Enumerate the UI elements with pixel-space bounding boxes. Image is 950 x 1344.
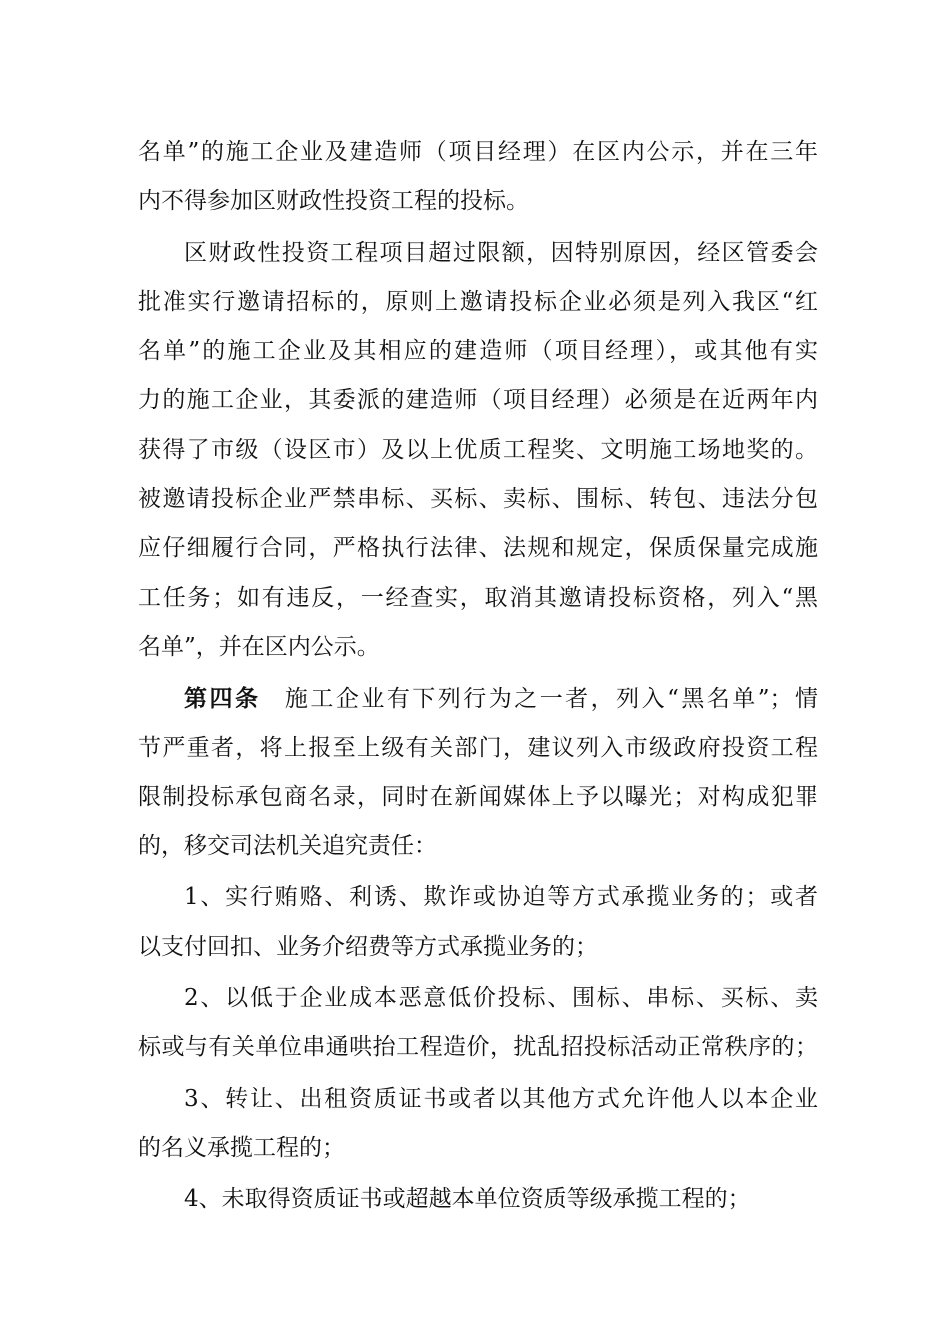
item-1-line-2: 以支付回扣、业务介绍费等方式承揽业务的；: [138, 933, 598, 960]
article-4-line-1: [138, 674, 818, 723]
paragraph-2-line-2: 批准实行邀请招标的，原则上邀请投标企业必须是列入我区“红: [138, 288, 818, 315]
paragraph-2-line-9: 名单”，并在区内公示。: [138, 633, 380, 660]
article-4-line-4: 的，移交司法机关追究责任：: [138, 833, 437, 860]
article-4-line-2: 节严重者，将上报至上级有关部门，建议列入市级政府投资工程: [138, 734, 818, 761]
item-1-line-1: 1、实行贿赂、利诱、欺诈或协迫等方式承揽业务的；或者: [184, 884, 818, 911]
article-4-line-3: 限制投标承包商名录，同时在新闻媒体上予以曝光；对构成犯罪: [138, 783, 818, 810]
item-3-line-2: 的名义承揽工程的；: [138, 1134, 345, 1161]
paragraph-2-line-8: 工任务；如有违反，一经查实，取消其邀请投标资格，列入“黑: [138, 584, 818, 611]
article-4-first-text: 施工企业有下列行为之一者，列入“黑名单”；情: [282, 686, 818, 713]
paragraph-1-line-2: 内不得参加区财政性投资工程的投标。: [138, 188, 529, 215]
paragraph-2-line-6: 被邀请投标企业严禁串标、买标、卖标、围标、转包、违法分包: [138, 486, 818, 513]
paragraph-2-line-1: 区财政性投资工程项目超过限额，因特别原因，经区管委会: [184, 239, 818, 266]
item-2-line-1: 2、以低于企业成本恶意低价投标、围标、串标、买标、卖: [184, 985, 818, 1012]
item-2-line-2: 标或与有关单位串通哄抬工程造价，扰乱招投标活动正常秩序的；: [138, 1034, 818, 1061]
item-3-line-1: 3、转让、出租资质证书或者以其他方式允许他人以本企业: [184, 1085, 818, 1112]
document-body: [138, 128, 818, 1225]
item-4-line-1: 4、未取得资质证书或超越本单位资质等级承揽工程的；: [184, 1186, 751, 1213]
paragraph-2-line-5: 获得了市级（设区市）及以上优质工程奖、文明施工场地奖的。: [138, 436, 818, 463]
paragraph-2-line-7: 应仔细履行合同，严格执行法律、法规和规定，保质保量完成施: [138, 535, 818, 562]
paragraph-1-line-1: 名单”的施工企业及建造师（项目经理）在区内公示，并在三年: [138, 139, 818, 165]
paragraph-2-line-4: 力的施工企业，其委派的建造师（项目经理）必须是在近两年内: [138, 387, 818, 414]
article-4-heading: 第四条: [184, 685, 261, 713]
paragraph-2-line-3: 名单”的施工企业及其相应的建造师（项目经理），或其他有实: [138, 338, 818, 365]
